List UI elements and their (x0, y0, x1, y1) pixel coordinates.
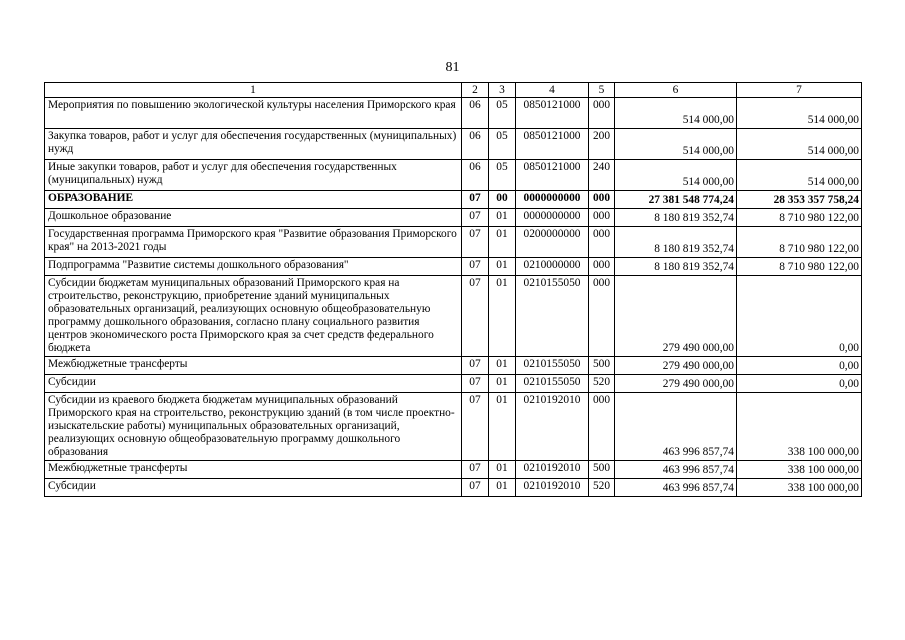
section-code-cell: 06 (462, 98, 489, 129)
subsection-code-cell: 01 (489, 276, 516, 357)
amount-2020-cell: 514 000,00 (615, 129, 737, 160)
section-code-cell: 07 (462, 375, 489, 393)
row-name-cell: Субсидии бюджетам муниципальных образований Приморского края на строительство, реконструкцию, приобретение зданий муниципальных образовательных организаций, реализующих основную общеобразовательную программу дошкольного образования, согласно плану социального развития центров экономического роста Приморского края за счет средств федерального бюджета (45, 276, 462, 357)
column-header: 3 (489, 83, 516, 98)
row-name-cell: ОБРАЗОВАНИЕ (45, 191, 462, 209)
subsection-code-cell: 01 (489, 479, 516, 497)
expense-type-cell: 520 (589, 375, 615, 393)
table-row (45, 209, 862, 227)
column-header: 6 (615, 83, 737, 98)
amount-2020-cell: 514 000,00 (615, 160, 737, 191)
amount-2020-cell: 463 996 857,74 (615, 393, 737, 461)
target-article-cell: 0210000000 (516, 258, 589, 276)
expense-type-cell: 500 (589, 461, 615, 479)
amount-2021-cell: 0,00 (737, 357, 862, 375)
subsection-code-cell: 00 (489, 191, 516, 209)
subsection-code-cell: 01 (489, 393, 516, 461)
target-article-cell: 0850121000 (516, 160, 589, 191)
table-row (45, 191, 862, 209)
table-row (45, 357, 862, 375)
row-name-cell: Межбюджетные трансферты (45, 461, 462, 479)
section-code-cell: 07 (462, 258, 489, 276)
target-article-cell: 0850121000 (516, 129, 589, 160)
target-article-cell: 0210155050 (516, 375, 589, 393)
amount-2021-cell: 28 353 357 758,24 (737, 191, 862, 209)
section-code-cell: 07 (462, 227, 489, 258)
page-number: 81 (445, 60, 460, 75)
table-row (45, 258, 862, 276)
target-article-cell: 0210192010 (516, 479, 589, 497)
subsection-code-cell: 05 (489, 129, 516, 160)
target-article-cell: 0000000000 (516, 209, 589, 227)
target-article-cell: 0210155050 (516, 276, 589, 357)
row-name-cell: Мероприятия по повышению экологической культуры населения Приморского края (45, 98, 462, 129)
section-code-cell: 06 (462, 160, 489, 191)
row-name-cell: Дошкольное образование (45, 209, 462, 227)
row-name-cell: Закупка товаров, работ и услуг для обеспечения государственных (муниципальных) нужд (45, 129, 462, 160)
subsection-code-cell: 01 (489, 357, 516, 375)
row-name-cell: Субсидии из краевого бюджета бюджетам муниципальных образований Приморского края на строительство, реконструкцию зданий (в том числе проектно-изыскательские работы) муниципальных образовательных организаций, реализующих основную общеобразовательную программу дошкольного образования (45, 393, 462, 461)
row-name-cell: Подпрограмма "Развитие системы дошкольного образования" (45, 258, 462, 276)
section-code-cell: 07 (462, 209, 489, 227)
expense-type-cell: 000 (589, 276, 615, 357)
section-code-cell: 06 (462, 129, 489, 160)
section-code-cell: 07 (462, 479, 489, 497)
row-name-cell: Межбюджетные трансферты (45, 357, 462, 375)
table-row (45, 98, 862, 129)
subsection-code-cell: 01 (489, 227, 516, 258)
expense-type-cell: 000 (589, 227, 615, 258)
amount-2021-cell: 338 100 000,00 (737, 479, 862, 497)
amount-2020-cell: 279 490 000,00 (615, 375, 737, 393)
amount-2020-cell: 27 381 548 774,24 (615, 191, 737, 209)
amount-2020-cell: 8 180 819 352,74 (615, 258, 737, 276)
amount-2021-cell: 0,00 (737, 276, 862, 357)
amount-2021-cell: 338 100 000,00 (737, 393, 862, 461)
target-article-cell: 0210192010 (516, 393, 589, 461)
table-body (45, 83, 862, 497)
section-code-cell: 07 (462, 276, 489, 357)
amount-2020-cell: 463 996 857,74 (615, 479, 737, 497)
expense-type-cell: 520 (589, 479, 615, 497)
amount-2021-cell: 8 710 980 122,00 (737, 209, 862, 227)
row-name-cell: Субсидии (45, 375, 462, 393)
header-row (45, 83, 862, 98)
column-header: 1 (45, 83, 462, 98)
target-article-cell: 0850121000 (516, 98, 589, 129)
amount-2021-cell: 514 000,00 (737, 129, 862, 160)
expense-type-cell: 000 (589, 393, 615, 461)
table-row (45, 479, 862, 497)
expense-type-cell: 500 (589, 357, 615, 375)
subsection-code-cell: 05 (489, 98, 516, 129)
column-header: 5 (589, 83, 615, 98)
expense-type-cell: 000 (589, 209, 615, 227)
amount-2020-cell: 8 180 819 352,74 (615, 209, 737, 227)
row-name-cell: Субсидии (45, 479, 462, 497)
expense-type-cell: 000 (589, 98, 615, 129)
expense-type-cell: 240 (589, 160, 615, 191)
expense-type-cell: 200 (589, 129, 615, 160)
target-article-cell: 0210192010 (516, 461, 589, 479)
amount-2020-cell: 279 490 000,00 (615, 357, 737, 375)
table-row (45, 129, 862, 160)
amount-2020-cell: 514 000,00 (615, 98, 737, 129)
section-code-cell: 07 (462, 191, 489, 209)
table-row (45, 375, 862, 393)
subsection-code-cell: 01 (489, 461, 516, 479)
table-row (45, 276, 862, 357)
table-row (45, 227, 862, 258)
budget-table (44, 82, 862, 497)
amount-2020-cell: 8 180 819 352,74 (615, 227, 737, 258)
column-header: 7 (737, 83, 862, 98)
amount-2021-cell: 0,00 (737, 375, 862, 393)
target-article-cell: 0210155050 (516, 357, 589, 375)
amount-2021-cell: 514 000,00 (737, 160, 862, 191)
column-header: 2 (462, 83, 489, 98)
amount-2020-cell: 279 490 000,00 (615, 276, 737, 357)
amount-2021-cell: 8 710 980 122,00 (737, 258, 862, 276)
table-row (45, 160, 862, 191)
subsection-code-cell: 05 (489, 160, 516, 191)
subsection-code-cell: 01 (489, 375, 516, 393)
target-article-cell: 0000000000 (516, 191, 589, 209)
row-name-cell: Государственная программа Приморского края "Развитие образования Приморского края" на 2013-2021 годы (45, 227, 462, 258)
section-code-cell: 07 (462, 357, 489, 375)
subsection-code-cell: 01 (489, 258, 516, 276)
column-header: 4 (516, 83, 589, 98)
subsection-code-cell: 01 (489, 209, 516, 227)
amount-2021-cell: 8 710 980 122,00 (737, 227, 862, 258)
amount-2021-cell: 514 000,00 (737, 98, 862, 129)
section-code-cell: 07 (462, 393, 489, 461)
amount-2021-cell: 338 100 000,00 (737, 461, 862, 479)
amount-2020-cell: 463 996 857,74 (615, 461, 737, 479)
table-row (45, 461, 862, 479)
row-name-cell: Иные закупки товаров, работ и услуг для обеспечения государственных (муниципальных) нужд (45, 160, 462, 191)
expense-type-cell: 000 (589, 191, 615, 209)
section-code-cell: 07 (462, 461, 489, 479)
expense-type-cell: 000 (589, 258, 615, 276)
table-row (45, 393, 862, 461)
target-article-cell: 0200000000 (516, 227, 589, 258)
